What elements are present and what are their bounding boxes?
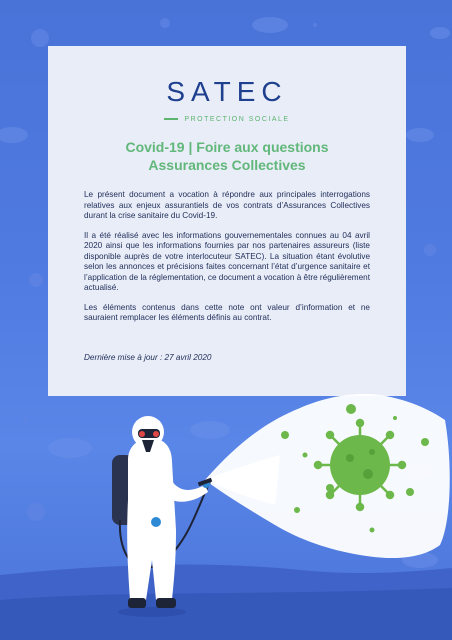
- last-update-date: Dernière mise à jour : 27 avril 2020: [84, 353, 212, 362]
- paragraph-2: Il a été réalisé avec les informations gouvernementales connues au 04 avril 2020 ainsi que les informations fournies par nos partenaires assureurs (liste disponible auprès de votre interlocuteur SATEC). La situation étant évolutive selon les annonces et précisions faites concernant l’état d’urgence sanitaire et l’application de la réglementation, ce document a vocation à être régulièrement actualisé.: [84, 230, 370, 292]
- logo-dash: [164, 118, 178, 120]
- satec-logo: [48, 76, 406, 126]
- person-spraying-illustration: [112, 416, 212, 617]
- paragraph-3: Les éléments contenus dans cette note ont valeur d’information et ne sauraient remplacer les éléments définis au contrat.: [84, 302, 370, 322]
- disinfection-illustration: [0, 390, 452, 640]
- brand-tagline: [164, 116, 289, 123]
- brand-tagline-text: PROTECTION SOCIALE: [184, 116, 290, 123]
- title-line-2: Assurances Collectives: [148, 157, 306, 173]
- document-card: [48, 46, 406, 396]
- document-title: [48, 138, 406, 174]
- title-line-1: Covid-19 | Foire aux questions: [125, 139, 329, 155]
- paragraph-1: Le présent document a vocation à répondre aux principales interrogations relatives aux enjeux assurantiels de vos contrats d’Assurances Collectives durant la crise sanitaire du Covid-19.: [84, 190, 370, 220]
- brand-name: SATEC: [166, 76, 288, 107]
- virus-icon: [315, 420, 405, 510]
- document-body: [84, 190, 370, 333]
